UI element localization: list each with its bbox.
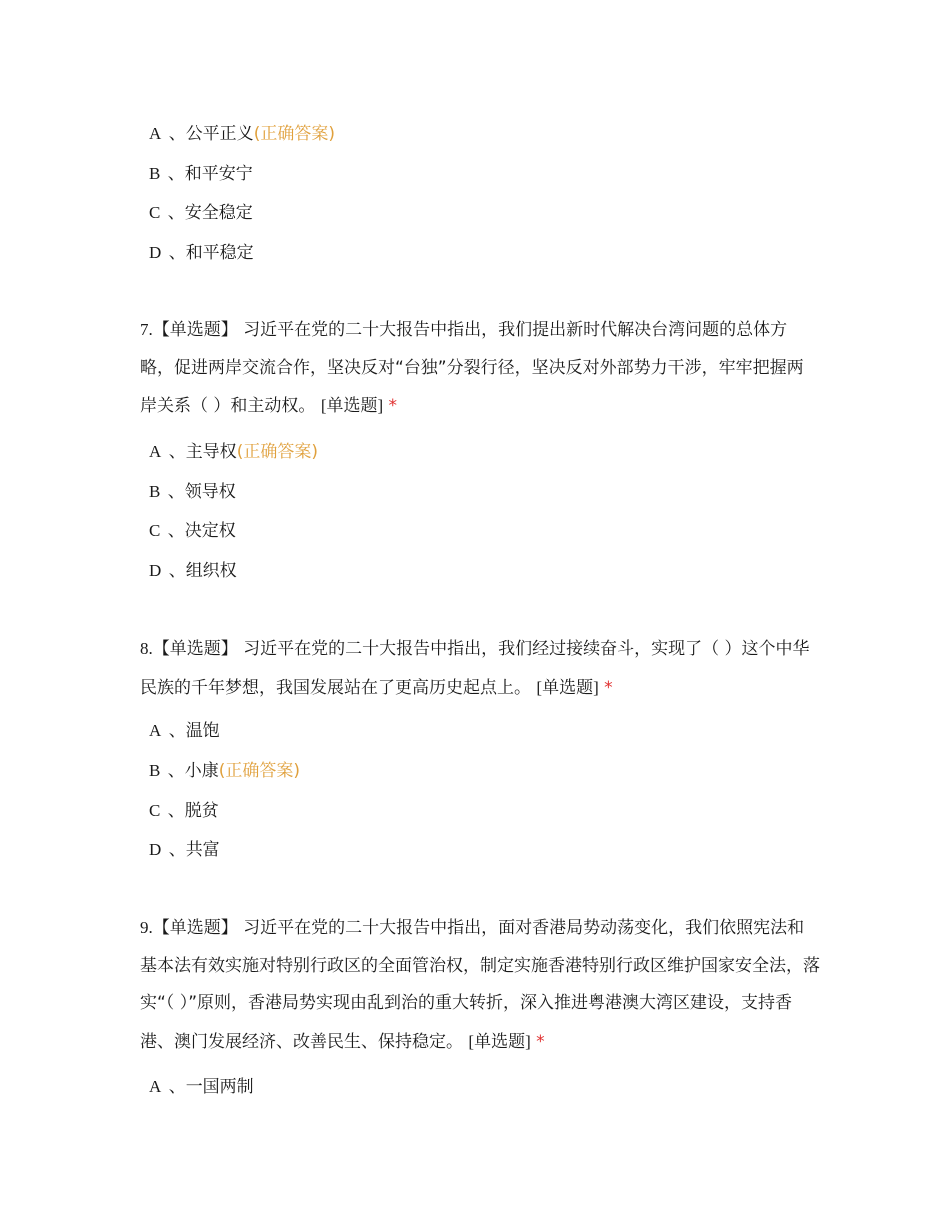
option-separator: 、 [167,521,185,541]
option-separator: 、 [168,721,186,741]
option-6-c[interactable] [149,201,253,225]
question-number: 9. [140,918,153,937]
question-text: 习近平在党的二十大报告中指出，我们提出新时代解决台湾问题的总体方略，促进两岸交流合作，坚决反对“台独”分裂行径，坚决反对外部势力干涉，牢牢把握两岸关系（ ）和主动权。 [140,320,804,416]
correct-answer-label: (正确答案) [253,124,335,144]
option-separator: 、 [168,124,186,144]
option-separator: 、 [168,442,186,462]
question-number: 8. [140,639,153,658]
correct-answer-label: (正确答案) [218,761,301,781]
option-separator: 、 [168,840,186,860]
option-text: 脱贫 [184,801,219,821]
question-9 [140,909,820,1061]
question-type: 【单选题】 [152,639,238,659]
option-letter: B [149,482,161,501]
question-7 [140,311,820,426]
option-letter: B [149,164,161,183]
question-text: 习近平在党的二十大报告中指出，面对香港局势动荡变化，我们依照宪法和基本法有效实施对特别行政区的全面管治权，制定实施香港特别行政区维护国家安全法，落实“（ ）”原则，香港局势实现由乱到治的重大转折，深入推进粤港澳大湾区建设，支持香港、澳门发展经济、改善民生、保持稳定。 [140,918,820,1052]
option-7-d[interactable] [149,559,237,583]
option-letter: D [149,243,162,262]
question-type: 【单选题】 [152,320,238,340]
option-text: 和平稳定 [185,243,254,263]
option-letter: C [149,203,161,222]
option-text: 共富 [185,840,220,860]
option-separator: 、 [167,203,185,223]
question-type-tag: [单选题] [320,396,384,415]
option-9-a[interactable] [149,1075,254,1099]
option-7-a[interactable] [149,440,318,464]
option-text: 一国两制 [185,1077,254,1097]
option-7-b[interactable] [149,480,236,504]
option-separator: 、 [167,164,185,184]
required-marker: * [536,1031,545,1052]
question-type-tag: [单选题] [536,677,599,697]
correct-answer-label: (正确答案) [236,442,318,462]
option-separator: 、 [167,801,185,821]
option-text: 公平正义 [185,124,254,144]
option-separator: 、 [167,482,185,502]
option-text: 决定权 [184,521,236,541]
option-letter: A [149,1077,162,1096]
option-text: 组织权 [185,561,237,581]
option-separator: 、 [168,1077,186,1097]
required-marker: * [388,396,398,416]
option-8-c[interactable] [149,799,219,823]
question-text: 习近平在党的二十大报告中指出，我们经过接续奋斗，实现了（ ）这个中华民族的千年梦想，我国发展站在了更高历史起点上。 [140,639,810,698]
option-letter: D [149,561,162,580]
option-text: 温饱 [185,721,220,741]
option-text: 小康 [184,761,219,781]
option-letter: A [149,721,162,740]
option-6-d[interactable] [149,241,254,265]
option-8-b[interactable] [149,759,300,783]
option-8-d[interactable] [149,838,220,862]
option-letter: A [149,442,162,461]
question-type: 【单选题】 [152,918,238,938]
option-separator: 、 [168,561,186,581]
option-6-b[interactable] [149,162,253,186]
option-letter: B [149,761,161,780]
question-type-tag: [单选题] [468,1031,531,1051]
option-6-a[interactable] [149,122,335,146]
option-text: 和平安宁 [184,164,253,184]
option-separator: 、 [167,761,185,781]
option-text: 安全稳定 [184,203,253,223]
option-separator: 、 [168,243,186,263]
question-8 [140,630,820,707]
option-7-c[interactable] [149,519,236,543]
option-letter: C [149,521,161,540]
option-letter: C [149,801,161,820]
option-letter: D [149,840,162,859]
option-text: 领导权 [184,482,236,502]
option-letter: A [149,124,162,143]
option-text: 主导权 [185,442,237,462]
question-number: 7. [140,320,153,339]
option-8-a[interactable] [149,719,220,743]
required-marker: * [604,677,613,698]
